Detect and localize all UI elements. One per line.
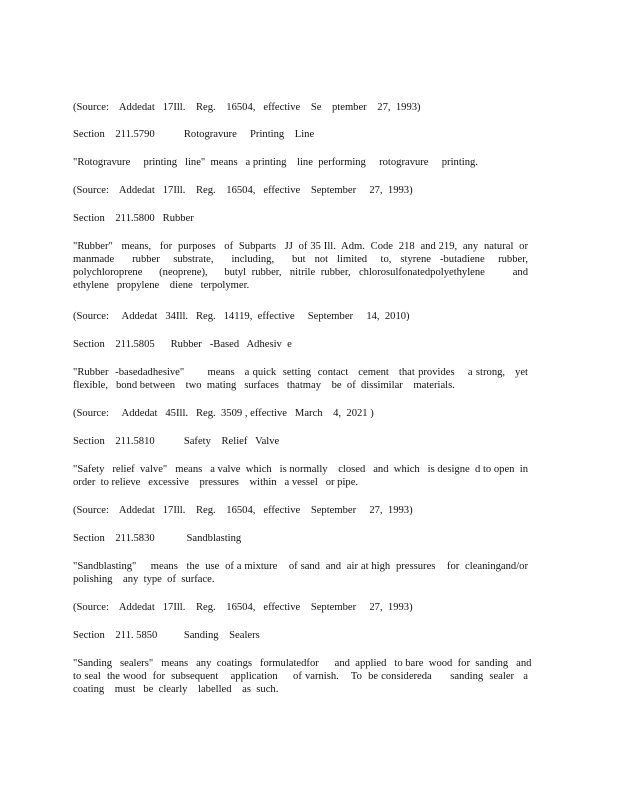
definition-rubber-line: polychloroprene (neoprene), butyl rubber, nitrile rubber, chlorosulfonatedpolyethylene and	[73, 267, 528, 278]
source-note-5790-b: (Source: Addedat 17Ill. Reg. 16504, effective September 27, 1993)	[73, 185, 413, 196]
definition-sealers-line: coating must be clearly labelled as such.	[73, 684, 279, 695]
section-heading-5810: Section 211.5810 Safety Relief Valve	[73, 436, 280, 447]
definition-sandblasting	[73, 560, 528, 586]
definition-rubber-line: manmade rubber substrate, including, but not limited to, styrene -butadiene rubber,	[73, 254, 528, 265]
definition-rubber-based-adhesive	[73, 366, 528, 392]
source-note-5830: (Source: Addedat 17Ill. Reg. 16504, effective September 27, 1993)	[73, 602, 413, 613]
definition-adhesive-line: flexible, bond between two mating surfaces thatmay be of dissimilar materials.	[73, 380, 455, 391]
source-note-5805: (Source: Addedat 45Ill. Reg. 3509 , effective March 4, 2021 )	[73, 408, 374, 419]
definition-sealers-line: to seal the wood for subsequent application of varnish. To be considereda sanding sealer a	[73, 671, 528, 682]
definition-rubber-line: "Rubber" means, for purposes of Subparts JJ of 35 Ill. Adm. Code 218 and 219, any natural or	[73, 241, 528, 252]
source-note-5800: (Source: Addedat 34Ill. Reg. 14119, effective September 14, 2010)	[73, 311, 410, 322]
definition-sandblasting-line: "Sandblasting" means the use of a mixture of sand and air at high pressures for cleaningand/or	[73, 561, 528, 572]
definition-adhesive-line: "Rubber -basedadhesive" means a quick setting contact cement that provides a strong, yet	[73, 367, 528, 378]
section-heading-5790: Section 211.5790 Rotogravure Printing Line	[73, 129, 315, 140]
definition-sandblasting-line: polishing any type of surface.	[73, 574, 215, 585]
definition-rubber-line: ethylene propylene diene terpolymer.	[73, 280, 250, 291]
section-heading-5800: Section 211.5800 Rubber	[73, 213, 194, 224]
definition-valve-line: "Safety relief valve" means a valve which is normally closed and which is designe d to open in	[73, 464, 528, 475]
definition-safety-relief-valve	[73, 463, 528, 489]
section-heading-5805: Section 211.5805 Rubber -Based Adhesiv e	[73, 339, 292, 350]
definition-valve-line: order to relieve excessive pressures within a vessel or pipe.	[73, 477, 359, 488]
source-note-5810: (Source: Addedat 17Ill. Reg. 16504, effective September 27, 1993)	[73, 505, 413, 516]
definition-sealers-line: "Sanding sealers" means any coatings formulatedfor and applied to bare wood for sanding and	[73, 658, 532, 669]
section-heading-5850: Section 211. 5850 Sanding Sealers	[73, 630, 260, 641]
source-note-5790: (Source: Addedat 17Ill. Reg. 16504, effective Se ptember 27, 1993)	[73, 102, 421, 113]
definition-sanding-sealers	[73, 657, 532, 696]
definition-rubber	[73, 240, 528, 292]
section-heading-5830: Section 211.5830 Sandblasting	[73, 533, 242, 544]
definition-rotogravure-printing-line: "Rotogravure printing line" means a printing line performing rotogravure printing.	[73, 157, 478, 168]
